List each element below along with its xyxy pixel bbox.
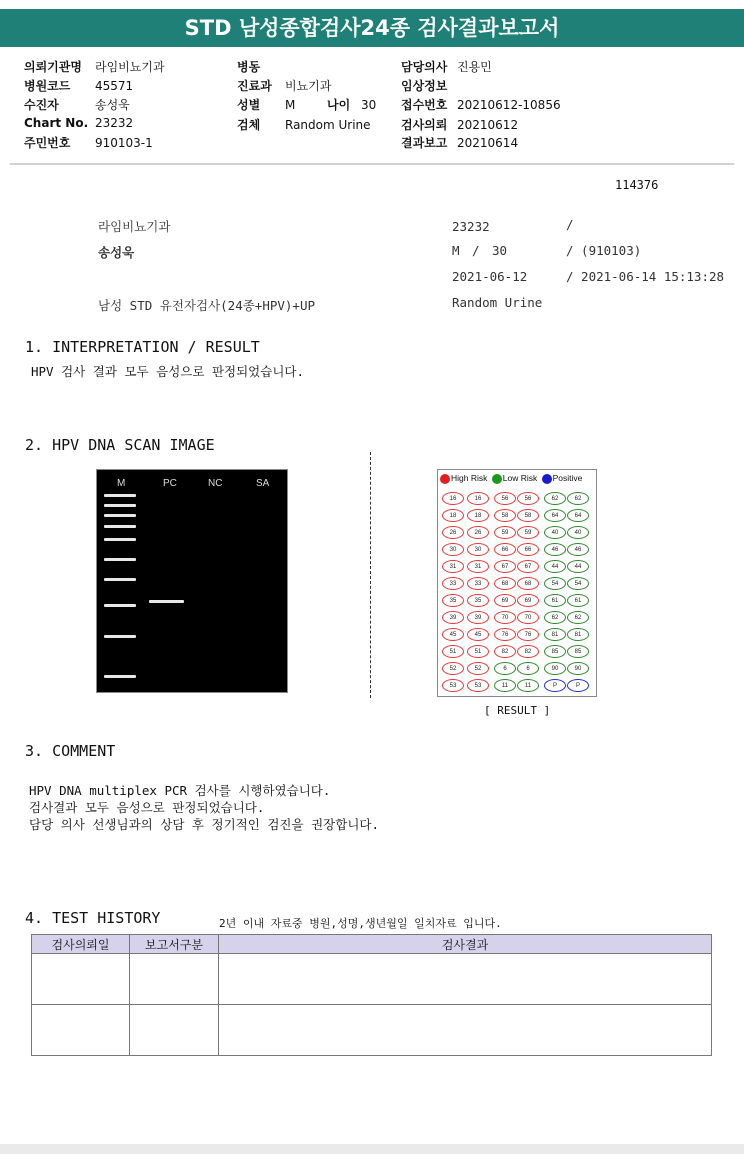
patient-slash: / <box>566 217 574 232</box>
info-field-col3-4 <box>401 134 518 151</box>
info-value: 20210614 <box>457 136 519 150</box>
marker-band <box>104 494 136 497</box>
info-value: M <box>285 98 296 112</box>
image-divider <box>370 452 371 698</box>
probe-spot: 33 <box>442 577 464 590</box>
probe-spot: 18 <box>467 509 489 522</box>
probe-spot: 44 <box>544 560 566 573</box>
hpv-chip-result-panel <box>437 469 597 697</box>
probe-spot: 40 <box>567 526 589 539</box>
probe-spot: 56 <box>517 492 539 505</box>
probe-spot: 58 <box>517 509 539 522</box>
probe-spot: 31 <box>467 560 489 573</box>
probe-spot: 51 <box>467 645 489 658</box>
marker-band <box>104 635 136 638</box>
table-cell <box>32 1005 130 1056</box>
info-value: 23232 <box>95 116 134 130</box>
probe-spot: P <box>544 679 566 692</box>
legend-positive <box>542 473 583 484</box>
chip-legend <box>438 473 596 487</box>
probe-spot: 61 <box>567 594 589 607</box>
specimen-type: Random Urine <box>452 295 543 310</box>
info-field-col2-1 <box>237 77 331 94</box>
table-cell <box>130 1005 219 1056</box>
marker-band <box>104 525 136 528</box>
info-field-col3-1 <box>401 77 457 94</box>
probe-spot: 66 <box>494 543 516 556</box>
section-4-title: 4. TEST HISTORY <box>25 909 161 927</box>
probe-spot: P <box>567 679 589 692</box>
probe-spot: 59 <box>517 526 539 539</box>
probe-spot: 39 <box>467 611 489 624</box>
table-cell <box>219 954 712 1005</box>
info-label: 진료과 <box>237 79 272 93</box>
info-label: 수진자 <box>24 98 59 112</box>
probe-spot: 53 <box>442 679 464 692</box>
info-label: 임상정보 <box>401 79 448 93</box>
probe-spot: 67 <box>517 560 539 573</box>
request-date: 2021-06-12 <box>452 269 528 284</box>
comment-line-3: 담당 의사 선생님과의 상담 후 정기적인 검진을 권장합니다. <box>29 817 380 832</box>
info-field-col1-3 <box>24 116 133 130</box>
section-3-title: 3. COMMENT <box>25 742 116 760</box>
probe-spot: 81 <box>567 628 589 641</box>
report-datetime: / 2021-06-14 15:13:28 <box>566 269 725 284</box>
info-label: 의뢰기관명 <box>24 60 82 74</box>
probe-spot: 62 <box>567 492 589 505</box>
probe-spot: 39 <box>442 611 464 624</box>
info-field-col3-2 <box>401 96 561 113</box>
probe-spot: 76 <box>494 628 516 641</box>
marker-band <box>104 604 136 607</box>
probe-spot: 45 <box>467 628 489 641</box>
probe-spot: 52 <box>442 662 464 675</box>
probe-spot: 82 <box>494 645 516 658</box>
info-value: 20210612-10856 <box>457 98 561 112</box>
patient-hospital: 라임비뇨기과 <box>98 219 171 234</box>
marker-band <box>104 578 136 581</box>
info-label: 담당의사 <box>401 60 448 74</box>
probe-spot: 54 <box>567 577 589 590</box>
probe-spot: 16 <box>467 492 489 505</box>
probe-spot: 16 <box>442 492 464 505</box>
probe-spot: 90 <box>544 662 566 675</box>
probe-spot: 64 <box>567 509 589 522</box>
patient-id: / (910103) <box>566 243 642 258</box>
test-history-table <box>31 934 712 1056</box>
probe-spot: 85 <box>567 645 589 658</box>
info-field-col1-2 <box>24 96 130 113</box>
probe-spot: 82 <box>517 645 539 658</box>
info-label: Chart No. <box>24 116 89 130</box>
probe-spot: 26 <box>442 526 464 539</box>
info-value: 비뇨기과 <box>285 79 332 93</box>
info-field-col2-0 <box>237 58 285 75</box>
info-label: 병원코드 <box>24 79 71 93</box>
info-field-col3-0 <box>401 58 492 75</box>
probe-spot: 51 <box>442 645 464 658</box>
probe-spot: 31 <box>442 560 464 573</box>
probe-spot: 59 <box>494 526 516 539</box>
probe-spot: 62 <box>544 492 566 505</box>
pc-band <box>149 600 184 603</box>
info-value: 20210612 <box>457 118 519 132</box>
info-label: 접수번호 <box>401 98 448 112</box>
probe-spot: 61 <box>544 594 566 607</box>
info-value: 송성욱 <box>95 98 130 112</box>
info-label: 검체 <box>237 118 261 132</box>
probe-spot: 67 <box>494 560 516 573</box>
red-dot-icon <box>440 474 450 484</box>
probe-spot: 11 <box>517 679 539 692</box>
probe-spot: 68 <box>517 577 539 590</box>
report-title: STD 남성종합검사24종 검사결과보고서 <box>0 9 744 47</box>
column-header-request-date: 검사의뢰일 <box>32 935 130 954</box>
info-label: 성별 <box>237 98 261 112</box>
probe-spot: 6 <box>494 662 516 675</box>
history-note: 2년 이내 자료중 병원,성명,생년월일 일치자료 입니다. <box>219 917 502 930</box>
info-value: 30 <box>361 98 377 112</box>
comment-line-2: 검사결과 모두 음성으로 판정되었습니다. <box>29 800 265 815</box>
probe-spot: 30 <box>467 543 489 556</box>
probe-spot: 64 <box>544 509 566 522</box>
legend-low-risk <box>492 473 537 484</box>
probe-spot: 69 <box>494 594 516 607</box>
probe-spot: 90 <box>567 662 589 675</box>
marker-band <box>104 558 136 561</box>
lane-label-pc: PC <box>163 478 177 489</box>
probe-spot: 66 <box>517 543 539 556</box>
info-field-col2-2 <box>237 96 295 113</box>
legend-label: Positive <box>552 473 583 484</box>
info-field-col1-0 <box>24 58 165 75</box>
probe-spot: 35 <box>467 594 489 607</box>
result-caption: [ RESULT ] <box>484 704 551 717</box>
info-field-col2-3 <box>237 116 371 133</box>
table-cell <box>219 1005 712 1056</box>
gel-electrophoresis-image <box>96 469 288 693</box>
table-cell <box>32 954 130 1005</box>
table-header-row <box>32 935 712 954</box>
footer-bar <box>0 1144 744 1154</box>
probe-spot: 46 <box>544 543 566 556</box>
section-2-title: 2. HPV DNA SCAN IMAGE <box>25 436 215 454</box>
probe-spot: 6 <box>517 662 539 675</box>
probe-spot: 26 <box>467 526 489 539</box>
probe-spot: 35 <box>442 594 464 607</box>
probe-spot: 68 <box>494 577 516 590</box>
blue-dot-icon <box>542 474 552 484</box>
info-value: Random Urine <box>285 118 371 132</box>
patient-sep: / <box>472 243 480 258</box>
patient-chart: 23232 <box>452 219 490 234</box>
probe-spot: 62 <box>567 611 589 624</box>
section-1-title: 1. INTERPRETATION / RESULT <box>25 338 260 356</box>
lane-label-nc: NC <box>208 478 223 489</box>
probe-spot: 46 <box>567 543 589 556</box>
table-row <box>32 954 712 1005</box>
report-number: 114376 <box>615 178 659 192</box>
comment-line-1: HPV DNA multiplex PCR 검사를 시행하였습니다. <box>29 783 331 798</box>
chip-probe-grid <box>442 492 594 692</box>
info-label: 병동 <box>237 60 261 74</box>
info-field-col1-4 <box>24 134 153 151</box>
green-dot-icon <box>492 474 502 484</box>
legend-high-risk <box>440 473 487 484</box>
info-value: 진용민 <box>457 60 492 74</box>
test-name: 남성 STD 유전자검사(24종+HPV)+UP <box>98 298 316 313</box>
legend-label: Low Risk <box>502 473 538 484</box>
patient-age: 30 <box>492 243 508 258</box>
probe-spot: 11 <box>494 679 516 692</box>
probe-spot: 33 <box>467 577 489 590</box>
marker-band <box>104 504 136 507</box>
probe-spot: 62 <box>544 611 566 624</box>
info-label: 나이 <box>327 98 351 112</box>
probe-spot: 52 <box>467 662 489 675</box>
probe-spot: 81 <box>544 628 566 641</box>
table-row <box>32 1005 712 1056</box>
legend-label: High Risk <box>451 473 488 484</box>
marker-band <box>104 514 136 517</box>
info-field-col3-3 <box>401 116 518 133</box>
lane-label-sa: SA <box>256 478 270 489</box>
probe-spot: 56 <box>494 492 516 505</box>
patient-sex: M <box>452 243 460 258</box>
header-divider <box>10 163 734 165</box>
probe-spot: 76 <box>517 628 539 641</box>
probe-spot: 18 <box>442 509 464 522</box>
info-value: 910103-1 <box>95 136 153 150</box>
probe-spot: 54 <box>544 577 566 590</box>
info-label: 검사의뢰 <box>401 118 448 132</box>
probe-spot: 45 <box>442 628 464 641</box>
patient-name: 송성욱 <box>98 245 135 260</box>
info-value: 라임비뇨기과 <box>95 60 165 74</box>
lane-label-m: M <box>117 478 126 489</box>
probe-spot: 40 <box>544 526 566 539</box>
probe-spot: 53 <box>467 679 489 692</box>
marker-band <box>104 675 136 678</box>
column-header-report-type: 보고서구분 <box>130 935 219 954</box>
probe-spot: 85 <box>544 645 566 658</box>
info-value: 45571 <box>95 79 134 93</box>
probe-spot: 69 <box>517 594 539 607</box>
info-field-col1-1 <box>24 77 133 94</box>
column-header-result: 검사결과 <box>219 935 712 954</box>
marker-band <box>104 538 136 541</box>
interpretation-text: HPV 검사 결과 모두 음성으로 판정되었습니다. <box>31 364 305 379</box>
probe-spot: 70 <box>494 611 516 624</box>
probe-spot: 58 <box>494 509 516 522</box>
probe-spot: 44 <box>567 560 589 573</box>
probe-spot: 30 <box>442 543 464 556</box>
probe-spot: 70 <box>517 611 539 624</box>
info-label: 주민번호 <box>24 136 71 150</box>
info-label: 결과보고 <box>401 136 448 150</box>
info-field-age <box>327 96 376 113</box>
table-cell <box>130 954 219 1005</box>
